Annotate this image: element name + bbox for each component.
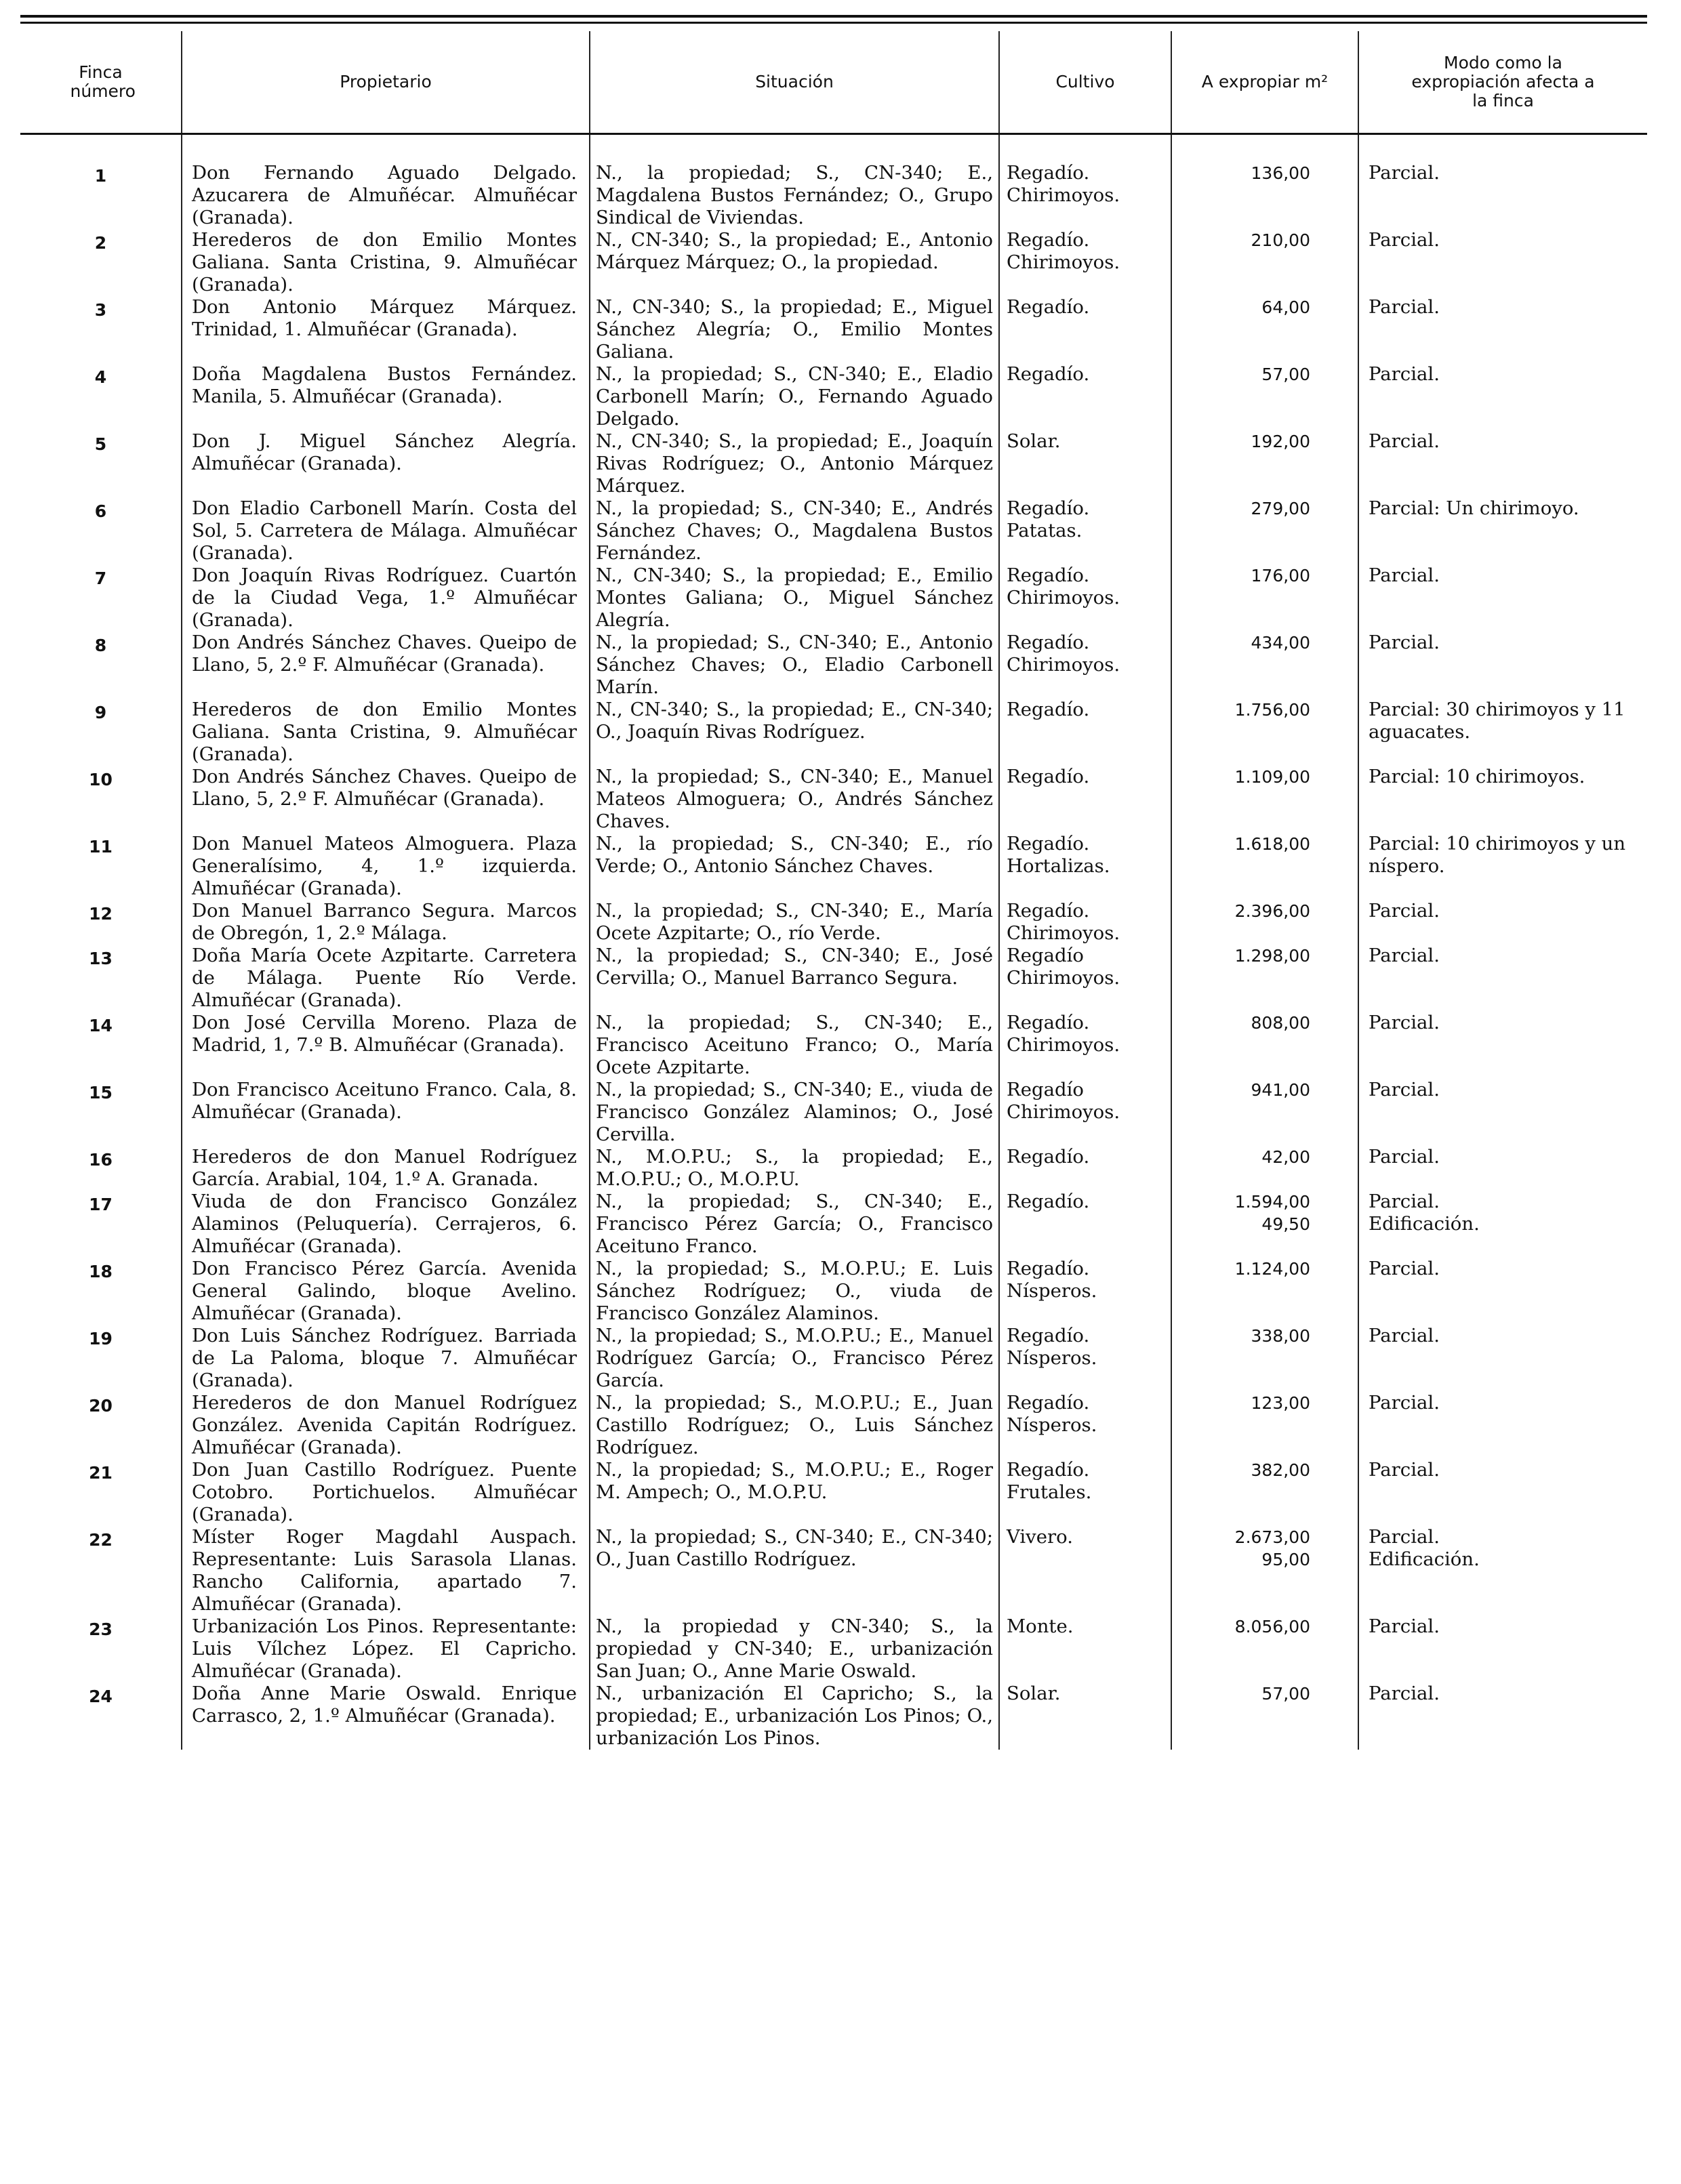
cultivo-cell: Regadío. Nísperos. [999, 1258, 1171, 1325]
situacion-cell: N., la propiedad; S., CN-340; E., Manuel Mateos Almoguera; O., Andrés Sánchez Chaves. [590, 766, 999, 833]
situacion-cell: N., la propiedad; S., CN-340; E., Antonio Sánchez Chaves; O., Eladio Carbonell Marín. [590, 632, 999, 699]
modo-cell: Parcial: 10 chirimoyos y un níspero. [1358, 833, 1647, 900]
propietario-cell: Don Francisco Pérez García. Avenida General Galindo, bloque Avelino. Almuñécar (Granada). [182, 1258, 590, 1325]
propietario-cell: Don Luis Sánchez Rodríguez. Barriada de La Paloma, bloque 7. Almuñécar (Granada). [182, 1325, 590, 1392]
finca-number: 20 [89, 1396, 113, 1416]
cultivo-cell: Regadío. Frutales. [999, 1459, 1171, 1526]
situacion-cell: N., urbanización El Capricho; S., la propiedad; E., urbanización Los Pinos; O., urbanización Los Pinos. [590, 1683, 999, 1750]
table-row [20, 900, 1647, 945]
situacion-cell: N., la propiedad; S., CN-340; E., María Ocete Azpitarte; O., río Verde. [590, 900, 999, 945]
table-row [20, 1146, 1647, 1191]
modo-cell: Parcial. [1358, 564, 1647, 632]
expropriation-table [20, 31, 1647, 1750]
cultivo-cell: Regadío. Chirimoyos. [999, 229, 1171, 296]
expropiar-cell: 176,00 [1171, 564, 1358, 632]
finca-number: 5 [94, 434, 107, 454]
modo-cell: Parcial. [1358, 134, 1647, 230]
cultivo-cell: Monte. [999, 1615, 1171, 1683]
expropiar-cell: 8.056,00 [1171, 1615, 1358, 1683]
table-row [20, 430, 1647, 497]
table-row [20, 1392, 1647, 1459]
expropiar-cell: 210,00 [1171, 229, 1358, 296]
situacion-cell: N., CN-340; S., la propiedad; E., CN-340; O., Joaquín Rivas Rodríguez. [590, 699, 999, 766]
expropiar-cell: 2.396,00 [1171, 900, 1358, 945]
propietario-cell: Don Fernando Aguado Delgado. Azucarera de Almuñécar. Almuñécar (Granada). [182, 134, 590, 230]
propietario-cell: Urbanización Los Pinos. Representante: Luis Vílchez López. El Capricho. Almuñécar (Granada). [182, 1615, 590, 1683]
expropiar-cell: 2.673,00 95,00 [1171, 1526, 1358, 1615]
table-row [20, 699, 1647, 766]
expropiar-cell: 382,00 [1171, 1459, 1358, 1526]
modo-cell: Parcial. [1358, 296, 1647, 363]
table-row [20, 1526, 1647, 1615]
finca-number: 23 [89, 1620, 113, 1639]
table-row [20, 1191, 1647, 1258]
cultivo-cell: Regadío. [999, 1191, 1171, 1258]
propietario-cell: Herederos de don Manuel Rodríguez González. Avenida Capitán Rodríguez. Almuñécar (Granada). [182, 1392, 590, 1459]
finca-number: 1 [94, 166, 107, 186]
situacion-cell: N., la propiedad; S., CN-340; E., Francisco Aceituno Franco; O., María Ocete Azpitarte. [590, 1012, 999, 1079]
propietario-cell: Don Andrés Sánchez Chaves. Queipo de Llano, 5, 2.º F. Almuñécar (Granada). [182, 632, 590, 699]
propietario-cell: Doña Anne Marie Oswald. Enrique Carrasco, 2, 1.º Almuñécar (Granada). [182, 1683, 590, 1750]
modo-cell: Parcial. [1358, 1615, 1647, 1683]
situacion-cell: N., la propiedad; S., M.O.P.U.; E., Roger M. Ampech; O., M.O.P.U. [590, 1459, 999, 1526]
modo-cell: Parcial. [1358, 632, 1647, 699]
expropiar-cell: 338,00 [1171, 1325, 1358, 1392]
propietario-cell: Don Joaquín Rivas Rodríguez. Cuartón de la Ciudad Vega, 1.º Almuñécar (Granada). [182, 564, 590, 632]
situacion-cell: N., CN-340; S., la propiedad; E., Emilio Montes Galiana; O., Miguel Sánchez Alegría. [590, 564, 999, 632]
expropiar-cell: 1.124,00 [1171, 1258, 1358, 1325]
table-row [20, 296, 1647, 363]
expropiar-cell: 42,00 [1171, 1146, 1358, 1191]
modo-cell: Parcial. [1358, 363, 1647, 430]
cultivo-cell: Regadío. Chirimoyos. [999, 134, 1171, 230]
propietario-cell: Herederos de don Manuel Rodríguez García. Arabial, 104, 1.º A. Granada. [182, 1146, 590, 1191]
finca-number: 2 [94, 233, 107, 253]
finca-number: 9 [94, 703, 107, 722]
propietario-cell: Don Manuel Mateos Almoguera. Plaza Generalísimo, 4, 1.º izquierda. Almuñécar (Granada). [182, 833, 590, 900]
propietario-cell: Doña Magdalena Bustos Fernández. Manila, 5. Almuñécar (Granada). [182, 363, 590, 430]
expropiar-cell: 941,00 [1171, 1079, 1358, 1146]
finca-number: 13 [89, 949, 113, 968]
cultivo-cell: Regadío. Hortalizas. [999, 833, 1171, 900]
finca-number: 17 [89, 1195, 113, 1214]
table-row [20, 1325, 1647, 1392]
expropiar-cell: 57,00 [1171, 1683, 1358, 1750]
propietario-cell: Don José Cervilla Moreno. Plaza de Madrid, 1, 7.º B. Almuñécar (Granada). [182, 1012, 590, 1079]
expropiar-cell: 1.618,00 [1171, 833, 1358, 900]
finca-number: 14 [89, 1016, 113, 1035]
modo-cell: Parcial. [1358, 1012, 1647, 1079]
situacion-cell: N., la propiedad; S., M.O.P.U.; E., Manuel Rodríguez García; O., Francisco Pérez García. [590, 1325, 999, 1392]
cultivo-cell: Vivero. [999, 1526, 1171, 1615]
table-row [20, 1615, 1647, 1683]
cultivo-cell: Regadío. Chirimoyos. [999, 564, 1171, 632]
modo-cell: Parcial. [1358, 1683, 1647, 1750]
table-row [20, 833, 1647, 900]
modo-cell: Parcial. [1358, 229, 1647, 296]
cultivo-cell: Regadío Chirimoyos. [999, 945, 1171, 1012]
modo-cell: Parcial. [1358, 1459, 1647, 1526]
document-page [20, 12, 1647, 2167]
cultivo-cell: Regadío. Chirimoyos. [999, 1012, 1171, 1079]
cultivo-cell: Regadío. [999, 1146, 1171, 1191]
propietario-cell: Don Francisco Aceituno Franco. Cala, 8. Almuñécar (Granada). [182, 1079, 590, 1146]
expropiar-cell: 123,00 [1171, 1392, 1358, 1459]
table-row [20, 945, 1647, 1012]
finca-number: 8 [94, 636, 107, 655]
table-row [20, 564, 1647, 632]
header-cultivo: Cultivo [999, 31, 1171, 134]
cultivo-cell: Regadío. Nísperos. [999, 1392, 1171, 1459]
table-row [20, 229, 1647, 296]
situacion-cell: N., la propiedad; S., CN-340; E., José Cervilla; O., Manuel Barranco Segura. [590, 945, 999, 1012]
header-modo: Modo como la expropiación afecta a la finca [1358, 31, 1647, 134]
modo-cell: Parcial. Edificación. [1358, 1191, 1647, 1258]
propietario-cell: Míster Roger Magdahl Auspach. Representante: Luis Sarasola Llanas. Rancho California, apartado 7. Almuñécar (Granada). [182, 1526, 590, 1615]
cultivo-cell: Regadío. Chirimoyos. [999, 900, 1171, 945]
cultivo-cell: Regadío. Chirimoyos. [999, 632, 1171, 699]
expropiar-cell: 64,00 [1171, 296, 1358, 363]
expropiar-cell: 136,00 [1171, 134, 1358, 230]
cultivo-cell: Regadío. [999, 766, 1171, 833]
finca-number: 21 [89, 1463, 113, 1483]
finca-number: 6 [94, 501, 107, 521]
top-rule [20, 15, 1647, 18]
modo-cell: Parcial. [1358, 900, 1647, 945]
propietario-cell: Don Antonio Márquez Márquez. Trinidad, 1. Almuñécar (Granada). [182, 296, 590, 363]
cultivo-cell: Solar. [999, 1683, 1171, 1750]
situacion-cell: N., la propiedad; S., CN-340; E., CN-340; O., Juan Castillo Rodríguez. [590, 1526, 999, 1615]
propietario-cell: Herederos de don Emilio Montes Galiana. Santa Cristina, 9. Almuñécar (Granada). [182, 699, 590, 766]
header-expropiar: A expropiar m² [1171, 31, 1358, 134]
propietario-cell: Don Manuel Barranco Segura. Marcos de Obregón, 1, 2.º Málaga. [182, 900, 590, 945]
header-propietario: Propietario [182, 31, 590, 134]
cultivo-cell: Regadío. Nísperos. [999, 1325, 1171, 1392]
expropiar-cell: 279,00 [1171, 497, 1358, 564]
situacion-cell: N., M.O.P.U.; S., la propiedad; E., M.O.P.U.; O., M.O.P.U. [590, 1146, 999, 1191]
finca-number: 16 [89, 1150, 113, 1170]
finca-number: 4 [94, 367, 107, 387]
table-row [20, 1012, 1647, 1079]
table-row [20, 1683, 1647, 1750]
modo-cell: Parcial. [1358, 1146, 1647, 1191]
table-header-row [20, 31, 1647, 134]
table-row [20, 363, 1647, 430]
table-row [20, 632, 1647, 699]
propietario-cell: Viuda de don Francisco González Alaminos (Peluquería). Cerrajeros, 6. Almuñécar (Granada). [182, 1191, 590, 1258]
propietario-cell: Don Juan Castillo Rodríguez. Puente Cotobro. Portichuelos. Almuñécar (Granada). [182, 1459, 590, 1526]
expropiar-cell: 808,00 [1171, 1012, 1358, 1079]
table-row [20, 134, 1647, 230]
expropiar-cell: 1.298,00 [1171, 945, 1358, 1012]
propietario-cell: Don Eladio Carbonell Marín. Costa del Sol, 5. Carretera de Málaga. Almuñécar (Granada). [182, 497, 590, 564]
table-body [20, 134, 1647, 1750]
table-row [20, 1459, 1647, 1526]
situacion-cell: N., la propiedad; S., CN-340; E., río Verde; O., Antonio Sánchez Chaves. [590, 833, 999, 900]
cultivo-cell: Regadío. Patatas. [999, 497, 1171, 564]
modo-cell: Parcial: Un chirimoyo. [1358, 497, 1647, 564]
finca-number: 24 [89, 1687, 113, 1706]
expropiar-cell: 1.594,00 49,50 [1171, 1191, 1358, 1258]
modo-cell: Parcial. [1358, 1325, 1647, 1392]
modo-cell: Parcial. Edificación. [1358, 1526, 1647, 1615]
situacion-cell: N., CN-340; S., la propiedad; E., Joaquín Rivas Rodríguez; O., Antonio Márquez Márquez. [590, 430, 999, 497]
expropiar-cell: 192,00 [1171, 430, 1358, 497]
situacion-cell: N., la propiedad; S., CN-340; E., Francisco Pérez García; O., Francisco Aceituno Franco. [590, 1191, 999, 1258]
situacion-cell: N., la propiedad; S., CN-340; E., Andrés Sánchez Chaves; O., Magdalena Bustos Fernández. [590, 497, 999, 564]
modo-cell: Parcial. [1358, 1392, 1647, 1459]
finca-number: 15 [89, 1083, 113, 1103]
situacion-cell: N., la propiedad; S., CN-340; E., Magdalena Bustos Fernández; O., Grupo Sindical de Viviendas. [590, 134, 999, 230]
modo-cell: Parcial. [1358, 1258, 1647, 1325]
cultivo-cell: Regadío. [999, 699, 1171, 766]
table-row [20, 497, 1647, 564]
expropiar-cell: 57,00 [1171, 363, 1358, 430]
situacion-cell: N., la propiedad; S., M.O.P.U.; E., Juan Castillo Rodríguez; O., Luis Sánchez Rodríguez. [590, 1392, 999, 1459]
finca-number: 22 [89, 1530, 113, 1550]
finca-number: 3 [94, 300, 107, 320]
modo-cell: Parcial. [1358, 430, 1647, 497]
modo-cell: Parcial. [1358, 1079, 1647, 1146]
cultivo-cell: Regadío. [999, 296, 1171, 363]
modo-cell: Parcial: 30 chirimoyos y 11 aguacates. [1358, 699, 1647, 766]
propietario-cell: Herederos de don Emilio Montes Galiana. Santa Cristina, 9. Almuñécar (Granada). [182, 229, 590, 296]
finca-number: 18 [89, 1262, 113, 1281]
top-rule-thin [20, 22, 1647, 24]
situacion-cell: N., CN-340; S., la propiedad; E., Miguel Sánchez Alegría; O., Emilio Montes Galiana. [590, 296, 999, 363]
modo-cell: Parcial. [1358, 945, 1647, 1012]
cultivo-cell: Regadío Chirimoyos. [999, 1079, 1171, 1146]
situacion-cell: N., CN-340; S., la propiedad; E., Antonio Márquez Márquez; O., la propiedad. [590, 229, 999, 296]
table-row [20, 766, 1647, 833]
header-finca: Finca número [20, 31, 182, 134]
situacion-cell: N., la propiedad; S., CN-340; E., Eladio Carbonell Marín; O., Fernando Aguado Delgado. [590, 363, 999, 430]
situacion-cell: N., la propiedad; S., M.O.P.U.; E. Luis Sánchez Rodríguez; O., viuda de Francisco González Alaminos. [590, 1258, 999, 1325]
propietario-cell: Don Andrés Sánchez Chaves. Queipo de Llano, 5, 2.º F. Almuñécar (Granada). [182, 766, 590, 833]
finca-number: 10 [89, 770, 113, 789]
finca-number: 11 [89, 837, 113, 857]
table-row [20, 1079, 1647, 1146]
propietario-cell: Doña María Ocete Azpitarte. Carretera de Málaga. Puente Río Verde. Almuñécar (Granada). [182, 945, 590, 1012]
cultivo-cell: Regadío. [999, 363, 1171, 430]
situacion-cell: N., la propiedad y CN-340; S., la propiedad y CN-340; E., urbanización San Juan; O., Anne Marie Oswald. [590, 1615, 999, 1683]
expropiar-cell: 1.756,00 [1171, 699, 1358, 766]
expropiar-cell: 1.109,00 [1171, 766, 1358, 833]
table-row [20, 1258, 1647, 1325]
finca-number: 19 [89, 1329, 113, 1348]
propietario-cell: Don J. Miguel Sánchez Alegría. Almuñécar (Granada). [182, 430, 590, 497]
cultivo-cell: Solar. [999, 430, 1171, 497]
finca-number: 12 [89, 904, 113, 924]
header-situacion: Situación [590, 31, 999, 134]
modo-cell: Parcial: 10 chirimoyos. [1358, 766, 1647, 833]
expropiar-cell: 434,00 [1171, 632, 1358, 699]
finca-number: 7 [94, 569, 107, 588]
situacion-cell: N., la propiedad; S., CN-340; E., viuda de Francisco González Alaminos; O., José Cervilla. [590, 1079, 999, 1146]
